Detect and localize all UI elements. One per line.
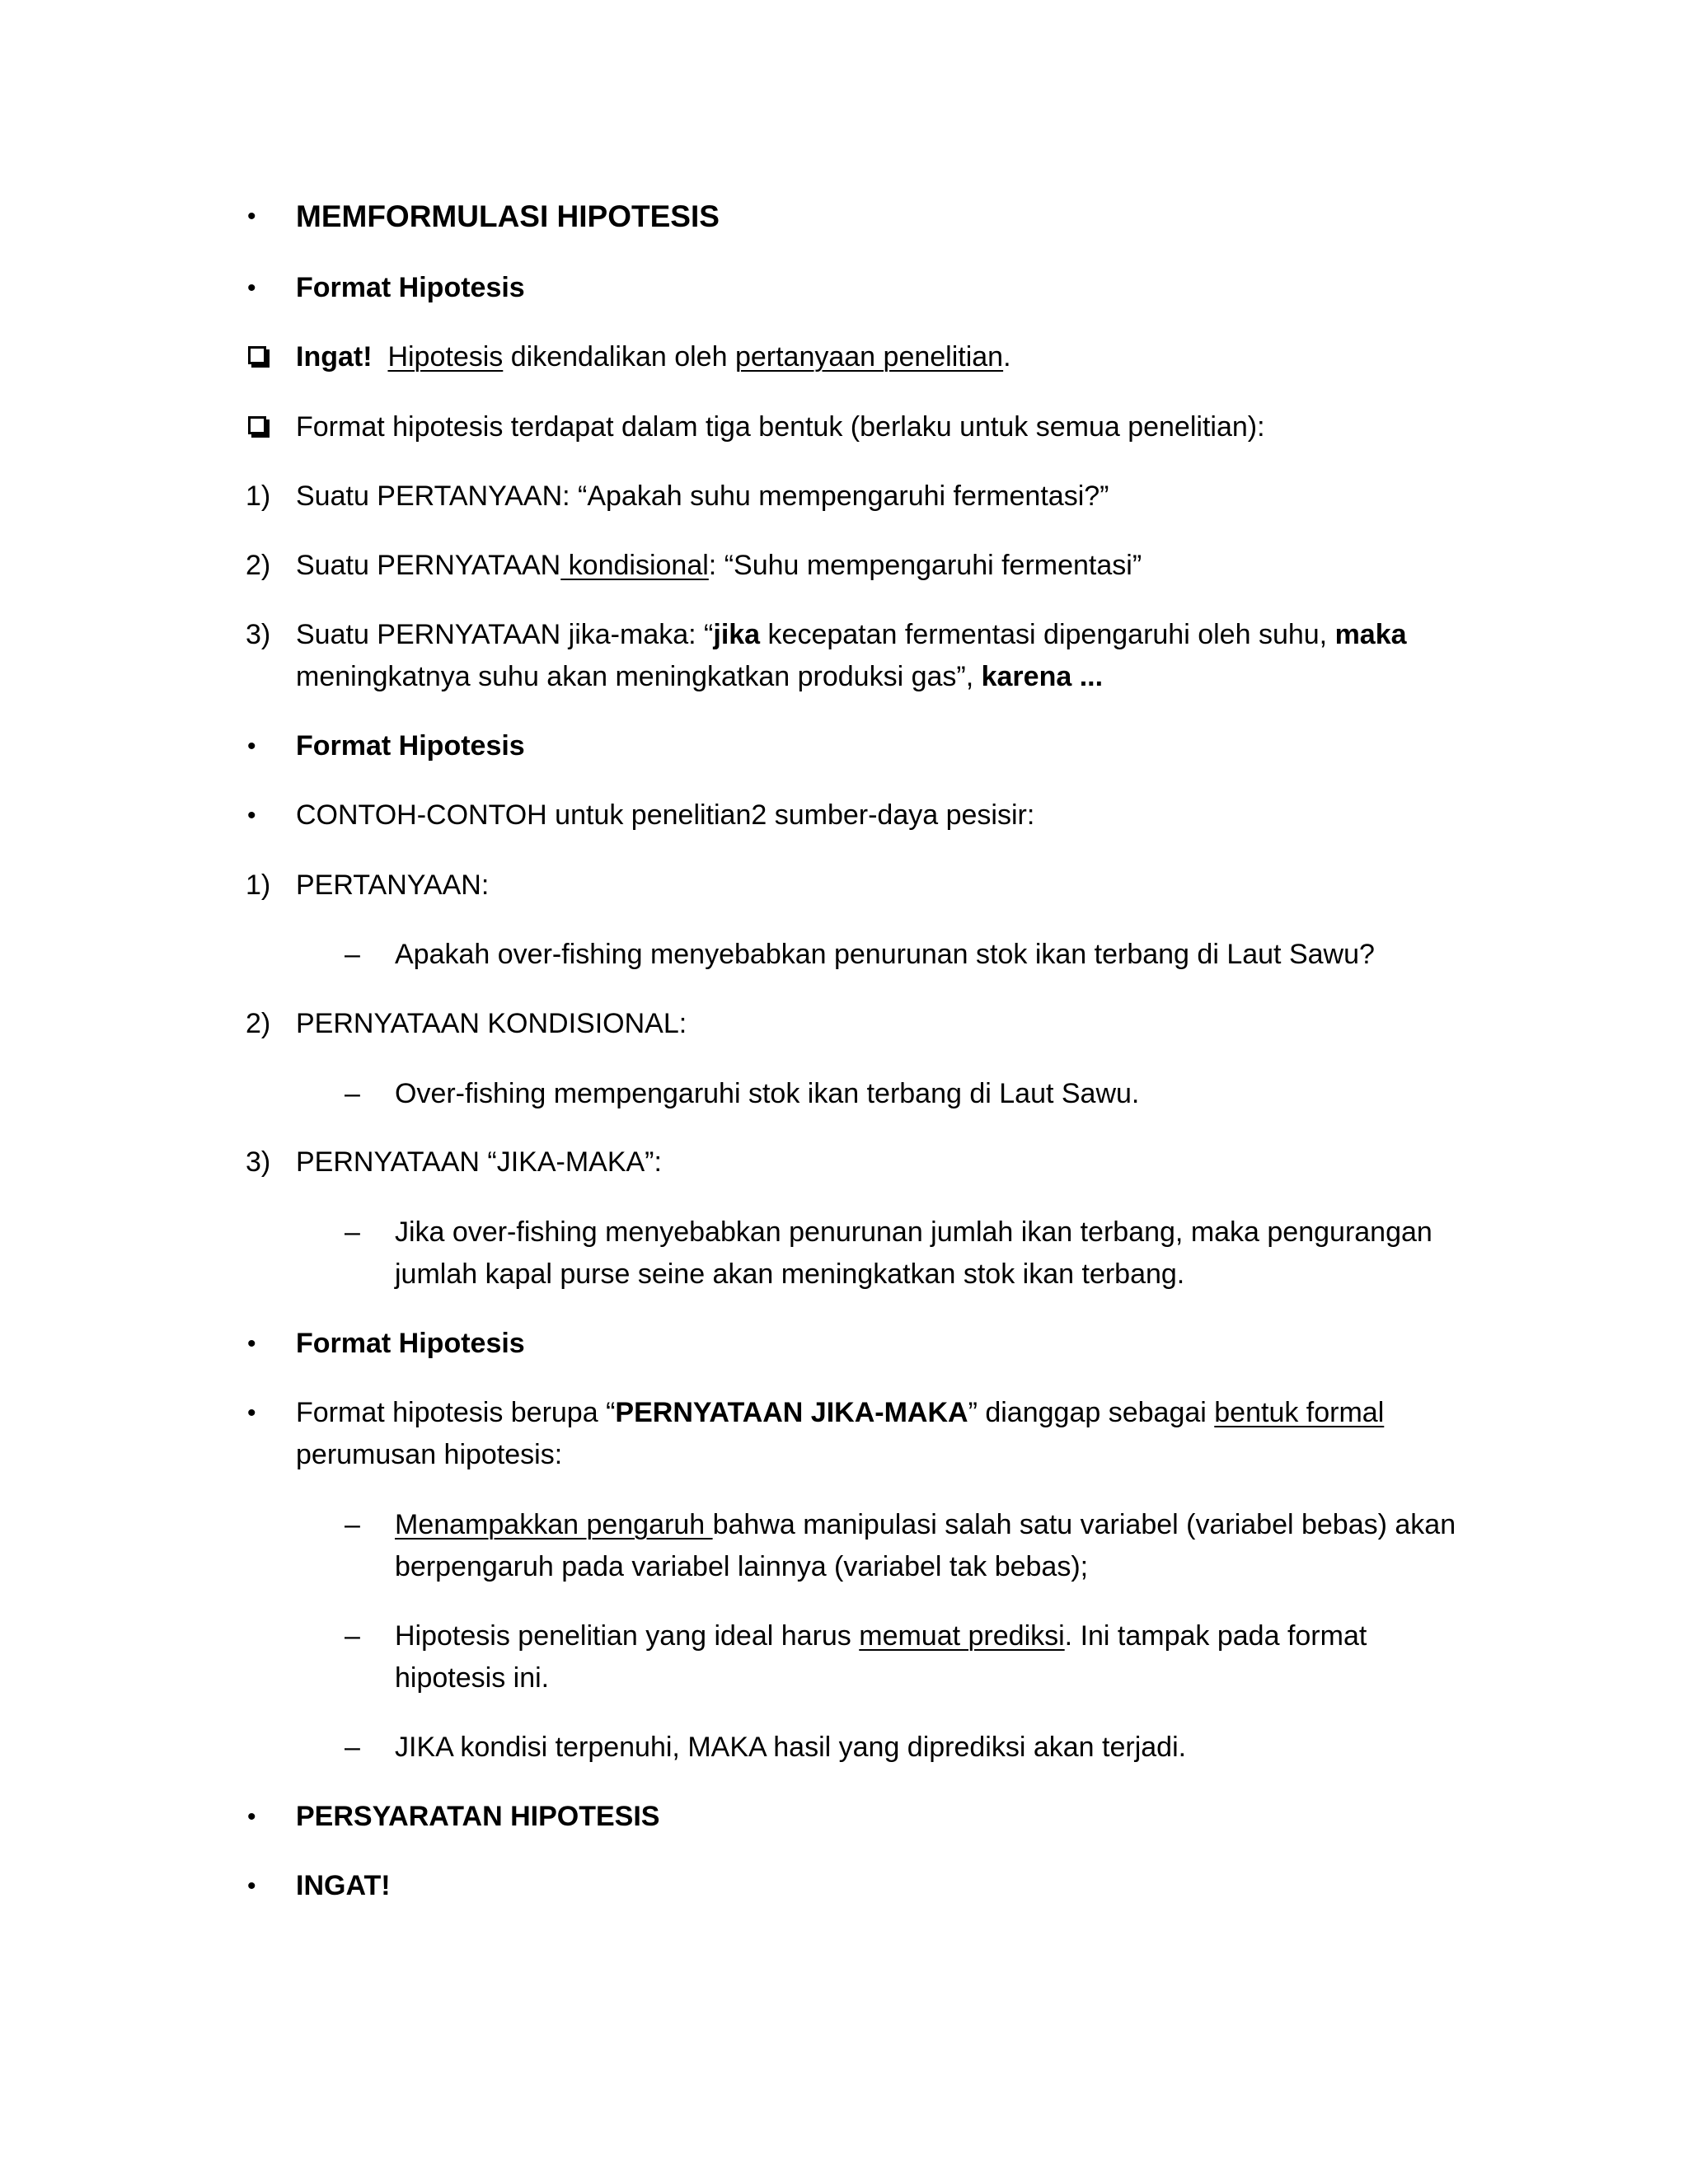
example-label: PERNYATAAN KONDISIONAL: [296,1008,687,1039]
dash-marker: – [345,939,360,970]
kondisional-underline: kondisional [560,550,709,581]
ingat-middle: dikendalikan oleh [503,341,735,373]
formal-sub-text [395,1504,1456,1588]
jika-bold: jika [713,619,761,650]
ingat-bold: Ingat! [296,341,373,373]
sub3-line1: Jika over-fishing menyebabkan penurunan jumlah ikan terbang, maka pengurangan [395,1216,1432,1248]
number-marker: 1) [246,480,271,512]
dash-marker: – [345,1732,360,1763]
number-marker: 1) [246,869,271,901]
bullet-marker: • [247,1330,256,1357]
s2-line2: hipotesis ini. [395,1662,550,1694]
persyaratan-text: PERSYARATAN HIPOTESIS [296,1801,660,1832]
number-marker: 3) [246,1146,271,1178]
bullet-marker: • [247,1399,256,1427]
bullet-marker: • [247,203,256,230]
number-marker: 2) [246,550,271,581]
n2-start: Suatu PERNYATAAN [296,550,561,581]
dash-marker: – [345,1509,360,1540]
s1-line2: berpengaruh pada variabel lainnya (variabel tak bebas); [395,1551,1089,1582]
n3-middle: kecepatan fermentasi dipengaruhi oleh suhu, [760,619,1335,650]
formal-line2: perumusan hipotesis: [296,1439,563,1470]
dash-marker: – [345,1620,360,1652]
ingat-end: . [1003,341,1011,373]
jika-maka-bold: PERNYATAAN JIKA-MAKA [615,1397,968,1428]
hipotesis-underline: Hipotesis [387,341,504,373]
numbered-item-text [296,545,1142,587]
formal-sub-text: JIKA kondisi terpenuhi, MAKA hasil yang diprediksi akan terjadi. [395,1732,1187,1763]
document-title: MEMFORMULASI HIPOTESIS [296,199,720,233]
format-heading-text: Format Hipotesis [296,1328,525,1359]
s1-rest: bahwa manipulasi salah satu variabel (variabel bebas) akan [712,1509,1456,1540]
format-heading-text: Format Hipotesis [296,730,525,762]
format-heading-text: Format Hipotesis [296,272,525,303]
karena-bold: karena ... [981,661,1104,692]
checkbox-bullet-icon [248,416,266,434]
s2-end: . Ini tampak pada format [1064,1620,1367,1652]
numbered-item-text: Suatu PERTANYAAN: “Apakah suhu mempengaruhi fermentasi?” [296,480,1109,512]
bullet-marker: • [247,274,256,302]
number-marker: 3) [246,619,271,650]
formal-text [296,1392,1384,1476]
s2-start: Hipotesis penelitian yang ideal harus [395,1620,860,1652]
example-sub-text: Apakah over-fishing menyebabkan penurunan stok ikan terbang di Laut Sawu? [395,939,1375,970]
n3-line2: meningkatnya suhu akan meningkatkan produksi gas”, [296,661,982,692]
formal-start: Format hipotesis berupa “ [296,1397,616,1428]
format-bentuk-text: Format hipotesis terdapat dalam tiga bentuk (berlaku untuk semua penelitian): [296,411,1265,443]
formal-middle: ” dianggap sebagai [968,1397,1215,1428]
n3-start: Suatu PERNYATAAN jika-maka: “ [296,619,714,650]
dash-marker: – [345,1078,360,1109]
ingat-text [296,336,1011,378]
checkbox-bullet-icon [248,346,266,364]
number-marker: 2) [246,1008,271,1039]
numbered-item-text [296,614,1407,698]
bullet-marker: • [247,1803,256,1830]
bullet-marker: • [247,733,256,760]
bullet-marker: • [247,802,256,829]
example-sub-text: Over-fishing mempengaruhi stok ikan terbang di Laut Sawu. [395,1078,1140,1109]
example-sub-text [395,1212,1432,1296]
menampakkan-underline: Menampakkan pengaruh [395,1509,713,1540]
example-label: PERNYATAAN “JIKA-MAKA”: [296,1146,662,1178]
ingat-heading-text: INGAT! [296,1870,391,1901]
maka-bold: maka [1334,619,1407,650]
contoh-text: CONTOH-CONTOH untuk penelitian2 sumber-daya pesisir: [296,799,1035,831]
dash-marker: – [345,1216,360,1248]
example-label: PERTANYAAN: [296,869,490,901]
pertanyaan-underline: pertanyaan penelitian [734,341,1004,373]
bentuk-formal-underline: bentuk formal [1214,1397,1385,1428]
bullet-marker: • [247,1872,256,1900]
formal-sub-text [395,1615,1367,1699]
n2-end: : “Suhu mempengaruhi fermentasi” [708,550,1142,581]
memuat-prediksi-underline: memuat prediksi [859,1620,1065,1652]
sub3-line2: jumlah kapal purse seine akan meningkatkan stok ikan terbang. [395,1258,1185,1290]
